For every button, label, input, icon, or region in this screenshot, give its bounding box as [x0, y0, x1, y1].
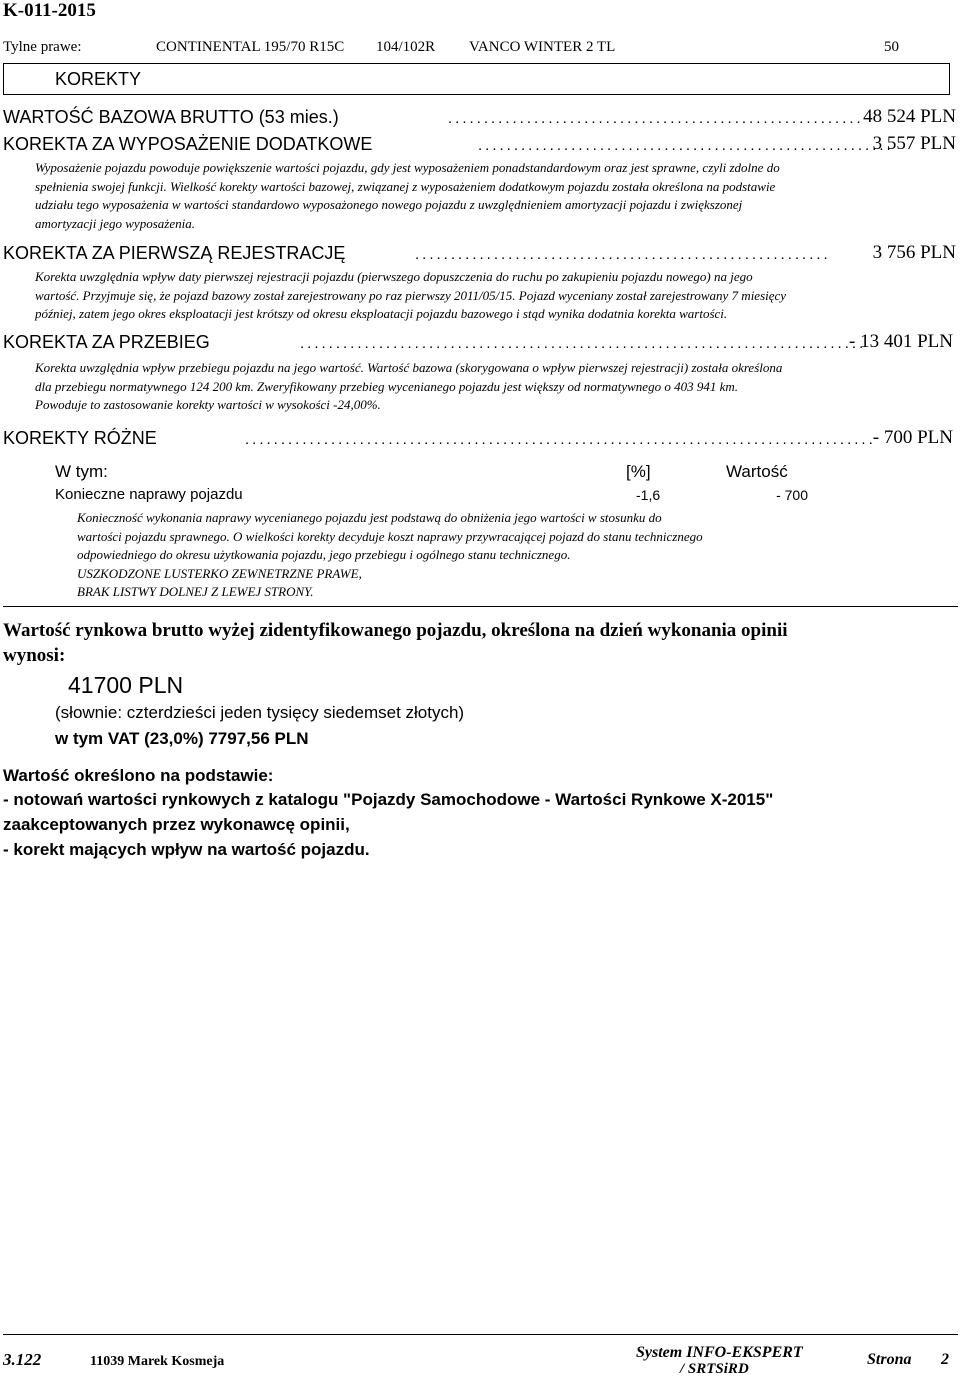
repair-value: - 700 — [776, 487, 808, 503]
tyre-brand: CONTINENTAL 195/70 R15C — [156, 39, 345, 55]
repair-name: Konieczne naprawy pojazdu — [55, 486, 243, 503]
footer-system-sub: / SRTSiRD — [680, 1361, 749, 1377]
repair-description — [77, 509, 837, 602]
footer-page-number: 2 — [941, 1351, 949, 1368]
registration-description — [35, 268, 945, 324]
description-line: udziału tego wyposażenia w wartości standardowo wyposażonego nowego pojazdu z uwzględnieniem amortyzacji pojazdu i zwiększonej — [35, 197, 743, 212]
leader-dots: ........................................................................................ — [245, 431, 876, 448]
tyre-index: 104/102R — [376, 39, 436, 55]
equipment-description — [35, 159, 945, 233]
korekty-heading: KOREKTY — [55, 69, 142, 89]
table-head-value: Wartość — [726, 462, 788, 481]
table-head-label: W tym: — [55, 462, 108, 481]
description-line: później, zatem jego okres eksploatacji jest krótszy od okresu eksploatacji pojazdu bazowego i stąd wynika dodatnia korekta wartości. — [35, 306, 728, 321]
description-line: Konieczność wykonania naprawy wycenianego pojazdu jest podstawą do obniżenia jego wartości w stosunku do — [77, 510, 662, 525]
market-value-line1: Wartość rynkowa brutto wyżej zidentyfikowanego pojazdu, określona na dzień wykonania opinii — [3, 620, 788, 641]
registration-amount: 3 756 PLN — [872, 242, 956, 263]
leader-dots: .......................................................... — [415, 246, 831, 263]
basis-line: - korekt mających wpływ na wartość pojazdu. — [3, 840, 370, 859]
korekty-box — [3, 63, 950, 95]
tyre-label: Tylne prawe: — [3, 39, 82, 55]
description-line: spełnienia swojej funkcji. Wielkość korekty wartości bazowej, związanej z wyposażeniem dodatkowym pojazdu została określona na podstawie — [35, 178, 776, 194]
basis-line: - notowań wartości rynkowych z katalogu "Pojazdy Samochodowe - Wartości Rynkowe X-2015" — [3, 790, 774, 809]
mileage-amount: - 13 401 PLN — [849, 331, 953, 352]
description-line: BRAK LISTWY DOLNEJ Z LEWEJ STRONY. — [77, 584, 314, 599]
registration-label: KOREKTA ZA PIERWSZĄ REJESTRACJĘ — [3, 243, 346, 263]
description-line: Wyposażenie pojazdu powoduje powiększenie wartości pojazdu, gdy jest wyposażeniem ponadstandardowym oraz jest sprawne, czyli zdolne do — [35, 160, 780, 175]
market-value-amount: 41700 PLN — [68, 672, 184, 698]
footer-system: System INFO-EKSPERT — [636, 1344, 803, 1361]
equipment-label: KOREKTA ZA WYPOSAŻENIE DODATKOWE — [3, 134, 373, 154]
base-value-amount: 48 524 PLN — [863, 106, 956, 127]
mileage-description — [35, 359, 945, 415]
description-line: amortyzacji jego wyposażenia. — [35, 215, 195, 231]
description-line: Korekta uwzględnia wpływ przebiegu pojazdu na jego wartość. Wartość bazowa (skorygowana o wpływ pierwszej rejestracji) została określona — [35, 360, 783, 375]
description-line: Korekta uwzględnia wpływ daty pierwszej rejestracji pojazdu (pierwszego dopuszczenia do ruchu po zakupieniu pojazdu nowego) na jego — [35, 269, 753, 284]
description-line: wartości pojazdu sprawnego. O wielkości korekty decyduje koszt naprawy przywracającej pojazd do stanu technicznego — [77, 528, 703, 544]
description-line: USZKODZONE LUSTERKO ZEWNETRZNE PRAWE, — [77, 565, 362, 581]
mileage-label: KOREKTA ZA PRZEBIEG — [3, 332, 210, 352]
basis-line: zaakceptowanych przez wykonawcę opinii, — [3, 815, 350, 834]
basis-heading: Wartość określono na podstawie: — [3, 766, 274, 785]
table-head-percent: [%] — [626, 462, 651, 481]
footer-version: 3.122 — [3, 1350, 42, 1369]
various-label: KOREKTY RÓŻNE — [3, 428, 157, 448]
description-line: odpowiedniego do okresu użytkowania pojazdu, jego przebiegu i ogólnego stanu technicznego. — [77, 547, 571, 562]
footer-page-label: Strona — [867, 1351, 912, 1368]
leader-dots: .......................................................... — [478, 137, 894, 154]
tyre-model: VANCO WINTER 2 TL — [469, 39, 616, 55]
various-amount: - 700 PLN — [872, 427, 953, 448]
repair-percent: -1,6 — [636, 487, 661, 503]
market-value-words: (słownie: czterdzieści jeden tysięcy siedemset złotych) — [55, 703, 465, 722]
market-value-line2: wynosi: — [3, 645, 66, 666]
description-line: wartość. Przyjmuje się, że pojazd bazowy został zarejestrowany po raz pierwszy 2011/05/15. Pojazd wyceniany został zarejestrowany 7 miesięcy — [35, 287, 787, 303]
equipment-amount: 3 557 PLN — [872, 133, 956, 154]
market-value-vat: w tym VAT (23,0%) 7797,56 PLN — [55, 729, 309, 748]
tyre-percent: 50 — [884, 39, 899, 55]
leader-dots: .......................................................... — [448, 110, 864, 127]
leader-dots: ............................................................................... — [300, 335, 867, 352]
footer-author: 11039 Marek Kosmeja — [90, 1354, 225, 1369]
document-id: K-011-2015 — [3, 0, 96, 21]
footer-divider — [3, 1334, 958, 1335]
section-divider — [3, 606, 958, 607]
base-value-label: WARTOŚĆ BAZOWA BRUTTO (53 mies.) — [3, 107, 339, 127]
description-line: dla przebiegu normatywnego 124 200 km. Zweryfikowany przebieg wycenianego pojazdu jest większy od normatywnego o 403 941 km. — [35, 378, 738, 394]
description-line: Powoduje to zastosowanie korekty wartości w wysokości -24,00%. — [35, 397, 381, 412]
